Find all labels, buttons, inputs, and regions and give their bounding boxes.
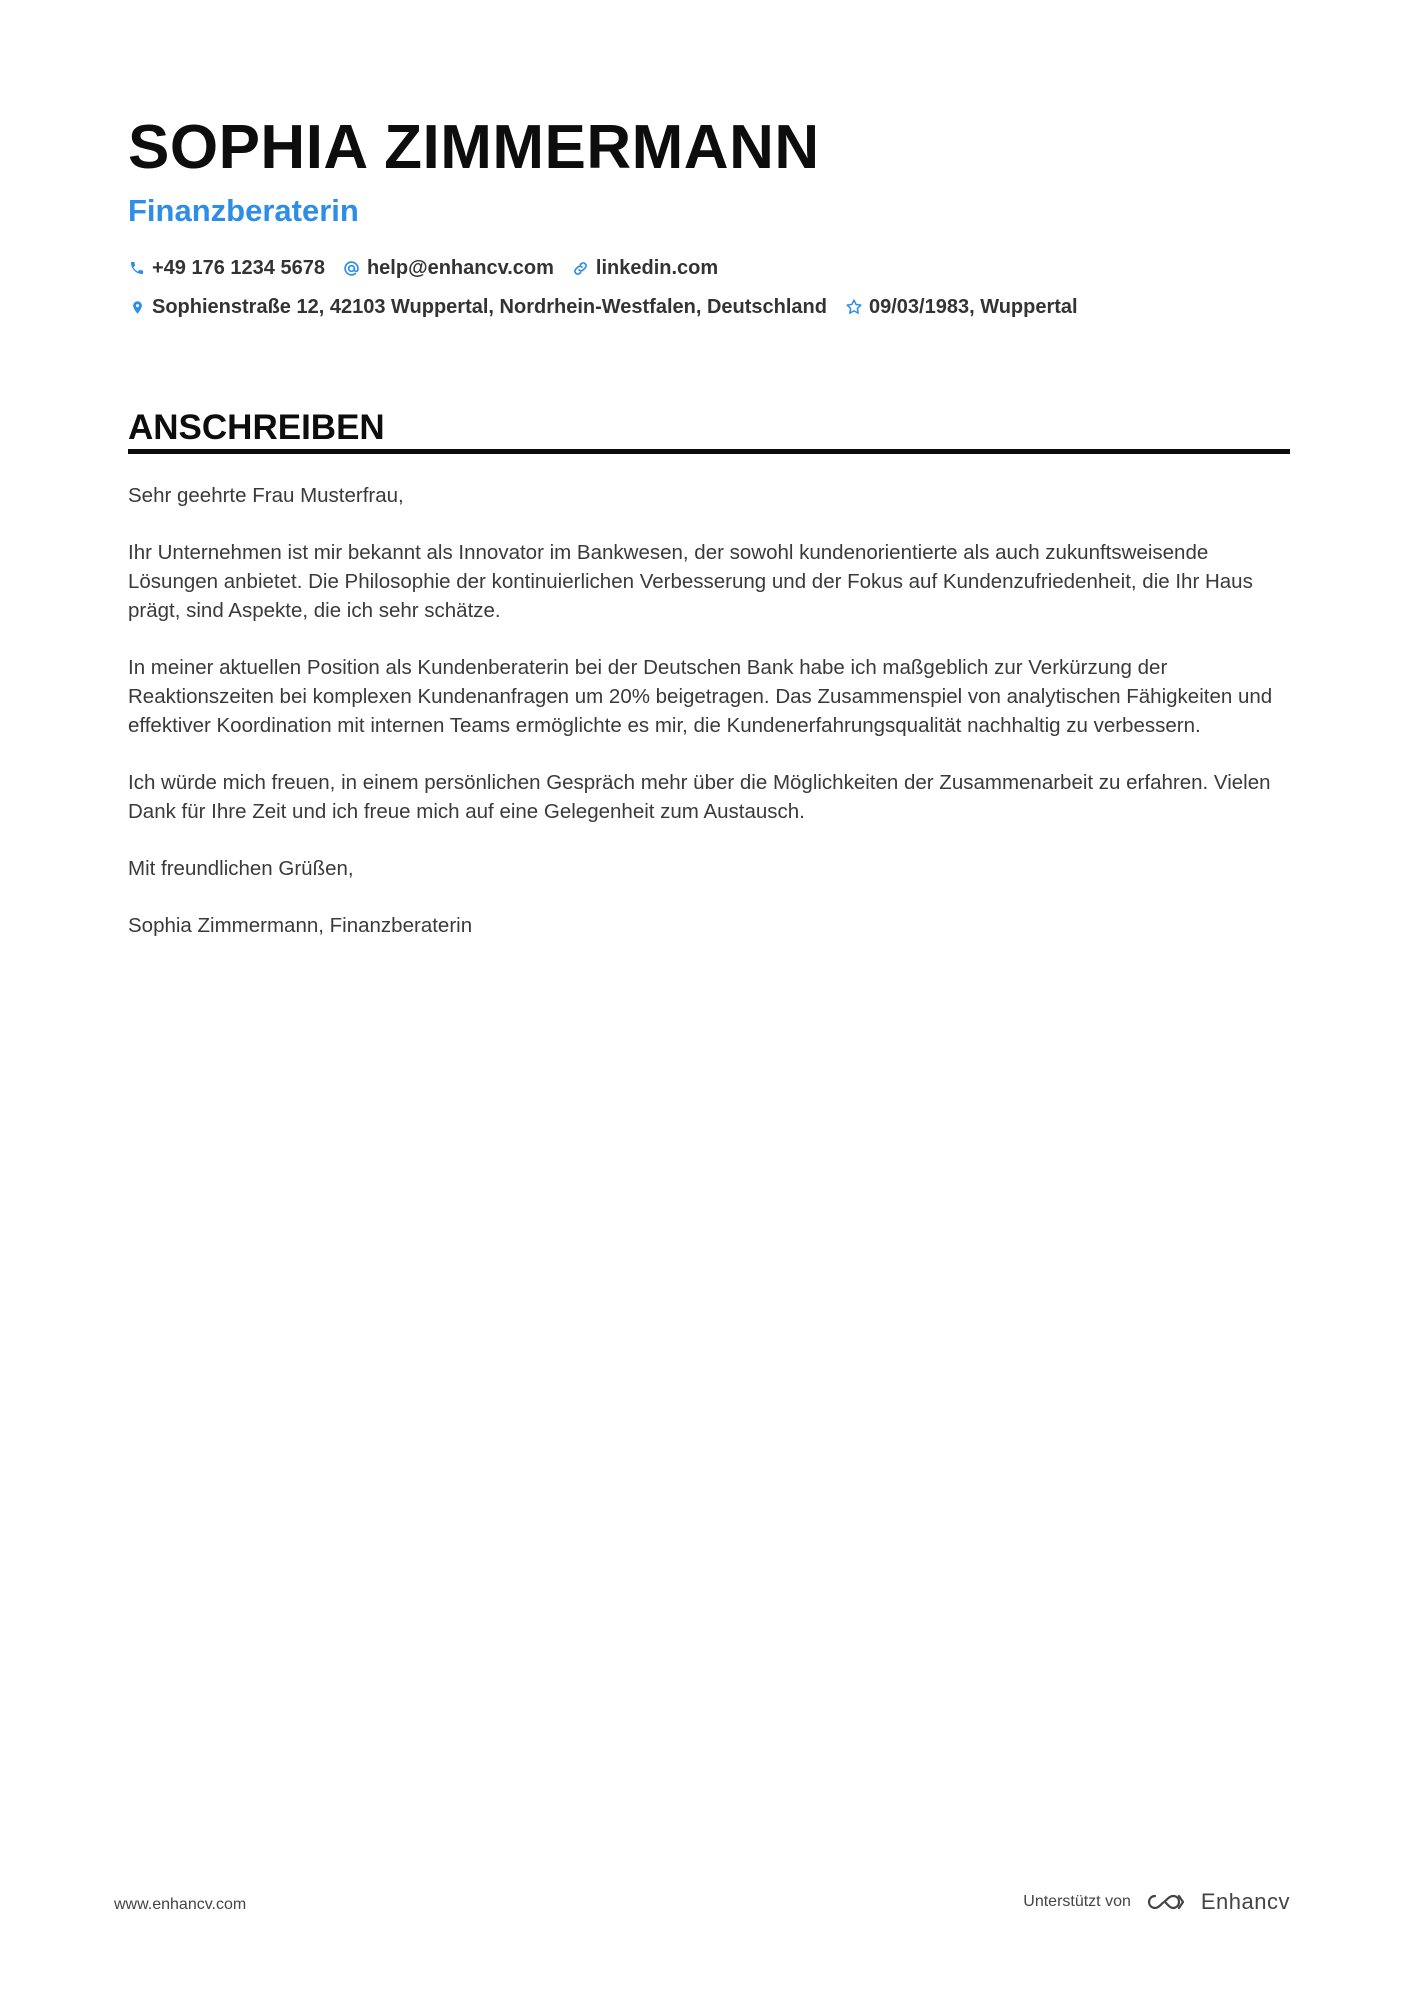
linkedin-link[interactable]: linkedin.com — [595, 257, 719, 279]
star-icon — [845, 298, 863, 316]
phone-number: +49 176 1234 5678 — [152, 257, 325, 279]
birth-date-place: 09/03/1983, Wuppertal — [868, 296, 1078, 318]
letter-greeting: Sehr geehrte Frau Musterfrau, — [128, 484, 404, 507]
link-icon — [572, 259, 590, 277]
contact-row-primary — [128, 254, 736, 282]
at-sign-icon — [343, 259, 361, 277]
footer-branding — [1023, 1888, 1290, 1916]
letter-body — [128, 481, 1290, 968]
section-divider — [128, 449, 1290, 454]
letter-paragraph: In meiner aktuellen Position als Kundenberaterin bei der Deutschen Bank habe ich maßgeblich zur Verkürzung der Reaktionszeiten bei komplexen Kundenanfragen um 20% beigetragen. Das Zusammenspiel von analytischen Fähigkeiten und effektiver Koordination mit internen Teams ermöglichte es mir, die Kundenerfahrungsqualität nachhaltig zu verbessern. — [128, 656, 1273, 737]
contact-linkedin — [572, 254, 718, 282]
enhancv-logo-icon — [1143, 1890, 1189, 1914]
location-pin-icon — [128, 298, 146, 316]
letter-closing: Mit freundlichen Grüßen, — [128, 857, 354, 880]
phone-icon — [128, 259, 146, 277]
contact-email — [343, 254, 554, 282]
contact-address — [128, 293, 827, 321]
candidate-role: Finanzberaterin — [128, 193, 359, 228]
letter-paragraph: Ihr Unternehmen ist mir bekannt als Innovator im Bankwesen, der sowohl kundenorientierte als auch zukunftsweisende Lösungen anbietet. Die Philosophie der kontinuierlichen Verbesserung und der Fokus auf Kundenzufriedenheit, die Ihr Haus prägt, sind Aspekte, die ich sehr schätze. — [128, 541, 1253, 622]
section-title: ANSCHREIBEN — [128, 408, 385, 447]
postal-address: Sophienstraße 12, 42103 Wuppertal, Nordrhein-Westfalen, Deutschland — [152, 296, 827, 318]
contact-phone — [128, 254, 325, 282]
powered-by-label: Unterstützt von — [1023, 1893, 1131, 1910]
candidate-name: SOPHIA ZIMMERMANN — [128, 113, 820, 182]
letter-signature: Sophia Zimmermann, Finanzberaterin — [128, 914, 473, 937]
contact-birth — [845, 293, 1078, 321]
contact-row-secondary — [128, 293, 1096, 321]
footer-website[interactable]: www.enhancv.com — [114, 1896, 247, 1913]
brand-name: Enhancv — [1200, 1889, 1290, 1914]
letter-paragraph: Ich würde mich freuen, in einem persönlichen Gespräch mehr über die Möglichkeiten der Zusammenarbeit zu erfahren. Vielen Dank für Ihre Zeit und ich freue mich auf eine Gelegenheit zum Austausch. — [128, 771, 1271, 823]
email-address[interactable]: help@enhancv.com — [366, 257, 554, 279]
